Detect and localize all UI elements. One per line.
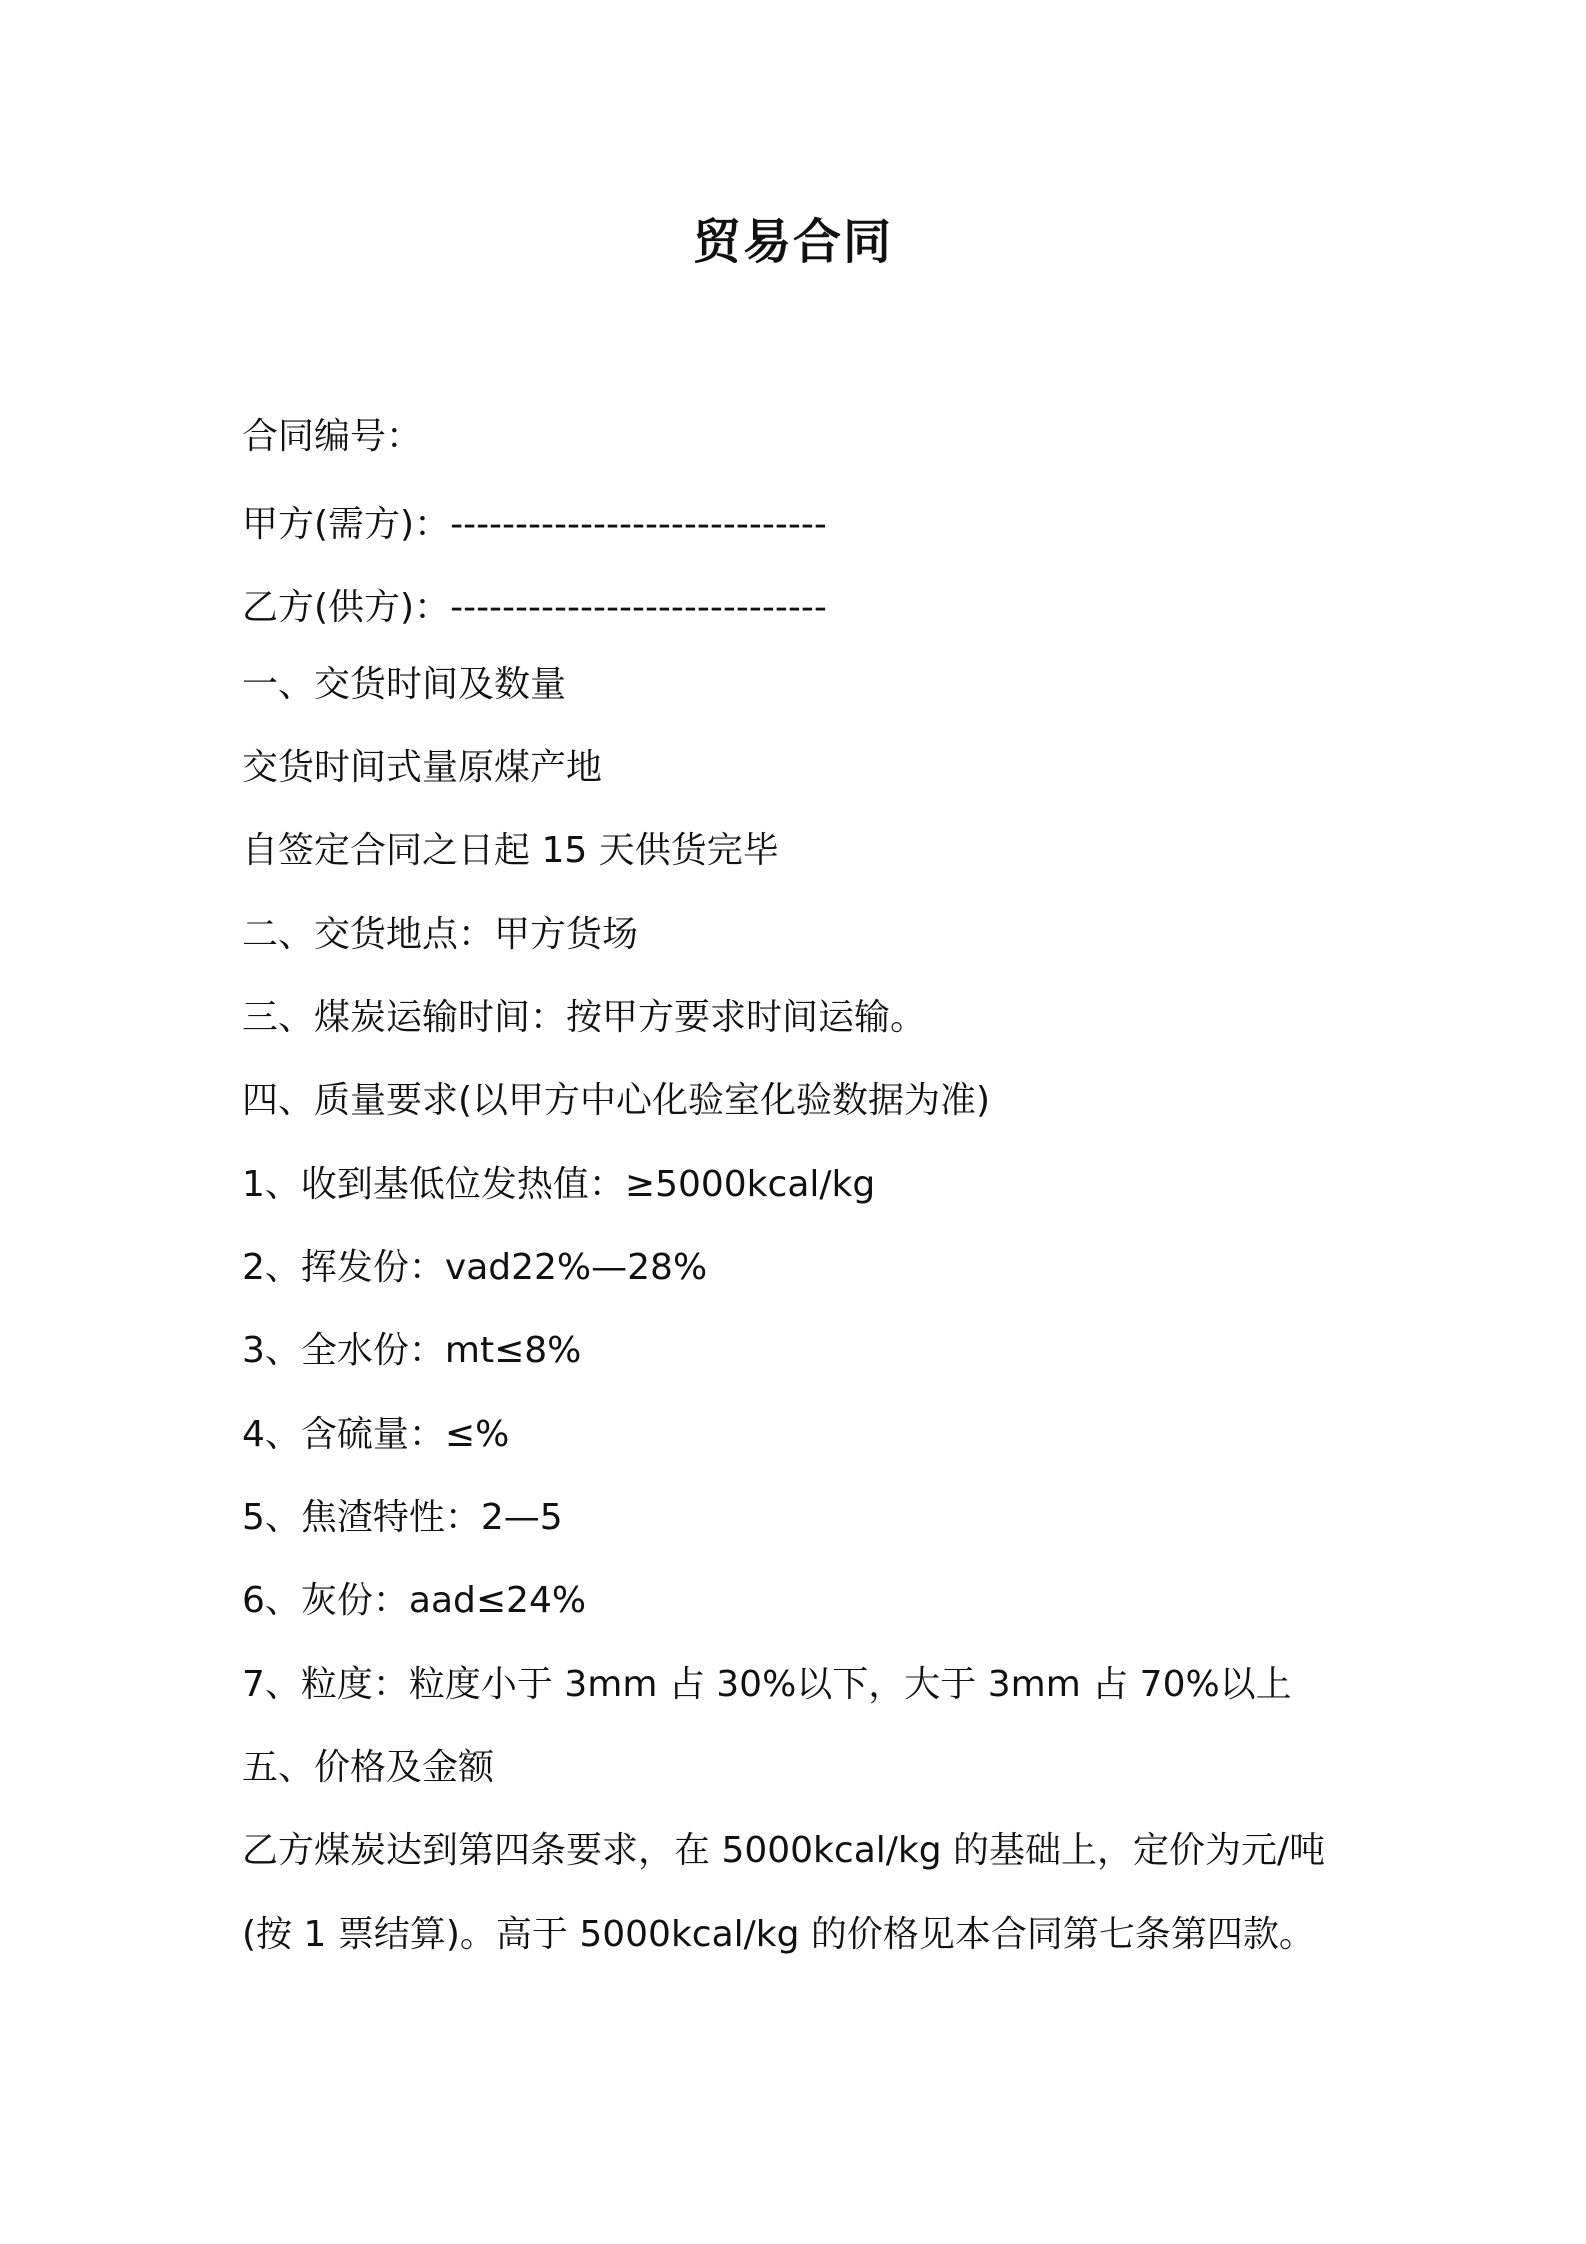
quality-item: 4、含硫量：≤% bbox=[242, 1414, 510, 1455]
document-title: 贸易合同 bbox=[692, 214, 893, 270]
party-a-line: 甲方(需方)：----------------------------- bbox=[242, 504, 827, 545]
paragraph-line: (按 1 票结算)。高于 5000kcal/kg 的价格见本合同第七条第四款。 bbox=[242, 1914, 1315, 1955]
quality-item: 1、收到基低位发热值：≥5000kcal/kg bbox=[242, 1164, 876, 1205]
quality-item: 7、粒度：粒度小于 3mm 占 30%以下，大于 3mm 占 70%以上 bbox=[242, 1664, 1292, 1705]
quality-item: 6、灰份：aad≤24% bbox=[242, 1580, 587, 1621]
section-2-heading: 二、交货地点：甲方货场 bbox=[242, 914, 639, 955]
quality-item: 3、全水份：mt≤8% bbox=[242, 1330, 582, 1371]
quality-item: 5、焦渣特性：2—5 bbox=[242, 1497, 563, 1538]
section-1-heading: 一、交货时间及数量 bbox=[242, 664, 567, 705]
quality-item: 2、挥发份：vad22%—28% bbox=[242, 1247, 708, 1288]
paragraph-line: 交货时间式量原煤产地 bbox=[242, 747, 603, 788]
paragraph-line: 自签定合同之日起 15 天供货完毕 bbox=[242, 830, 779, 871]
section-5-heading: 五、价格及金额 bbox=[242, 1747, 495, 1788]
contract-number-line: 合同编号： bbox=[242, 416, 423, 457]
section-4-heading: 四、质量要求(以甲方中心化验室化验数据为准) bbox=[242, 1080, 991, 1121]
party-b-line: 乙方(供方)：----------------------------- bbox=[242, 587, 827, 628]
paragraph-line: 乙方煤炭达到第四条要求，在 5000kcal/kg 的基础上，定价为元/吨 bbox=[242, 1830, 1326, 1871]
section-3-heading: 三、煤炭运输时间：按甲方要求时间运输。 bbox=[242, 997, 927, 1038]
